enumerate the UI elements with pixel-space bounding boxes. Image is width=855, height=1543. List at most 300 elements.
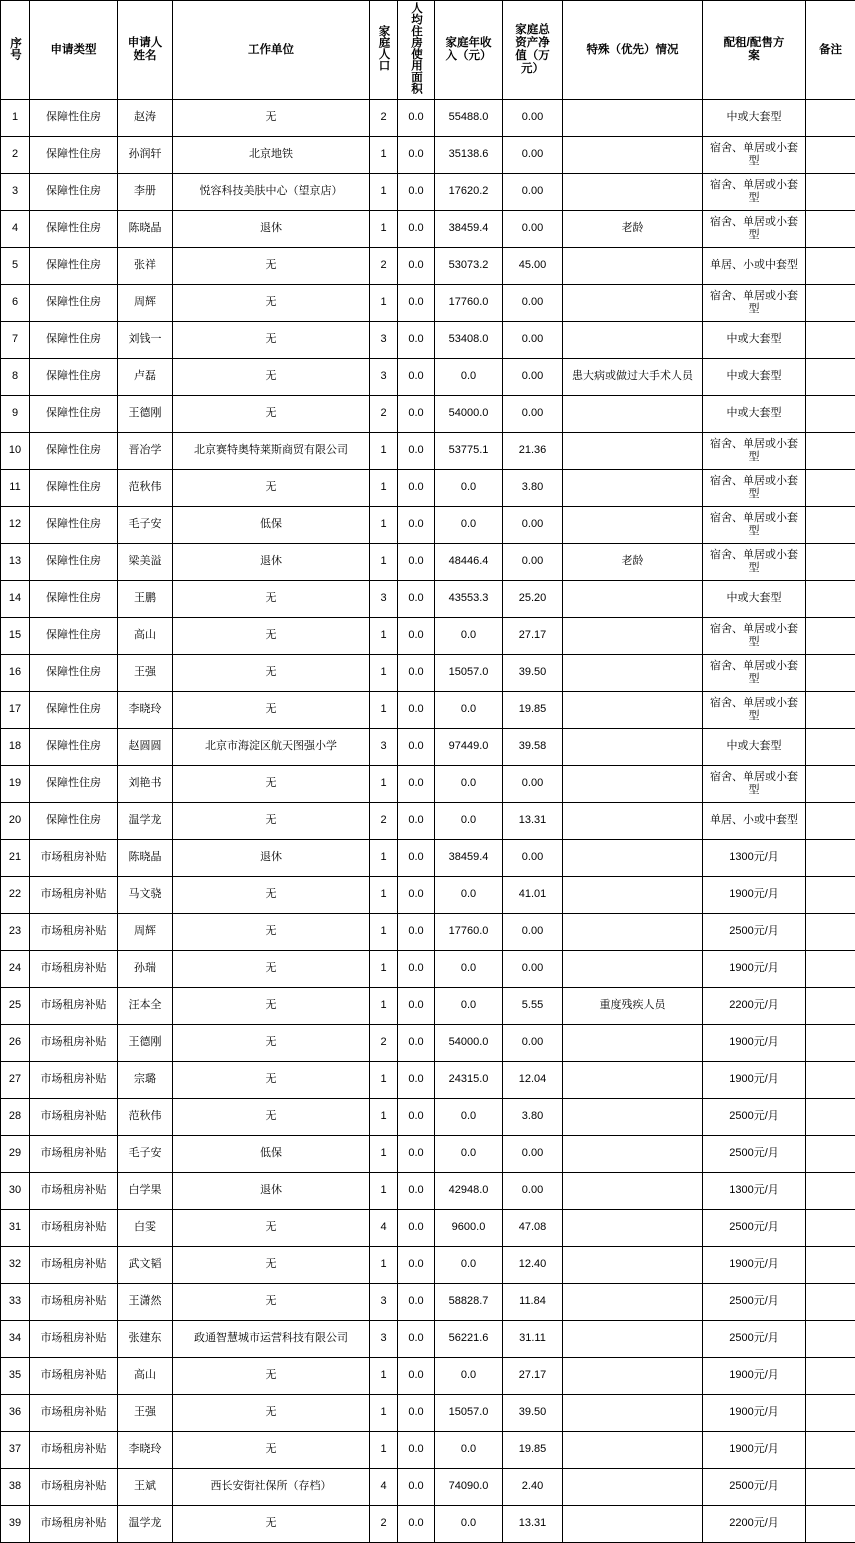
row-cell-per-capita-area: 0.0 [398, 913, 435, 950]
row-cell-seq: 15 [1, 617, 30, 654]
row-cell-family-population: 1 [370, 1357, 398, 1394]
row-cell-per-capita-area: 0.0 [398, 1172, 435, 1209]
row-cell-remark [806, 1431, 855, 1468]
row-cell-work-unit: 无 [173, 395, 370, 432]
row-cell-special-circumstance [563, 728, 703, 765]
row-cell-per-capita-area: 0.0 [398, 99, 435, 136]
table-row [1, 321, 855, 358]
table-row [1, 1061, 855, 1098]
table-row [1, 284, 855, 321]
row-cell-remark [806, 1394, 855, 1431]
row-cell-allocation-plan: 1900元/月 [703, 1061, 806, 1098]
row-cell-application-type: 保障性住房 [30, 99, 118, 136]
row-cell-application-type: 市场租房补贴 [30, 876, 118, 913]
row-cell-applicant-name: 毛子安 [118, 506, 173, 543]
row-cell-family-population: 1 [370, 136, 398, 173]
row-cell-net-asset: 0.00 [503, 913, 563, 950]
row-cell-special-circumstance [563, 950, 703, 987]
row-cell-application-type: 保障性住房 [30, 802, 118, 839]
row-cell-seq: 20 [1, 802, 30, 839]
row-cell-application-type: 市场租房补贴 [30, 1468, 118, 1505]
table-row [1, 654, 855, 691]
row-cell-special-circumstance [563, 99, 703, 136]
row-cell-application-type: 保障性住房 [30, 654, 118, 691]
row-cell-net-asset: 41.01 [503, 876, 563, 913]
column-header-family-population: 家庭人口 [370, 1, 398, 100]
row-cell-family-population: 1 [370, 1098, 398, 1135]
row-cell-family-population: 1 [370, 913, 398, 950]
row-cell-net-asset: 0.00 [503, 284, 563, 321]
row-cell-seq: 25 [1, 987, 30, 1024]
row-cell-application-type: 保障性住房 [30, 543, 118, 580]
row-cell-annual-income: 0.0 [435, 617, 503, 654]
row-cell-application-type: 市场租房补贴 [30, 1394, 118, 1431]
row-cell-family-population: 1 [370, 284, 398, 321]
row-cell-applicant-name: 高山 [118, 1357, 173, 1394]
row-cell-special-circumstance [563, 913, 703, 950]
row-cell-remark [806, 1320, 855, 1357]
row-cell-application-type: 市场租房补贴 [30, 913, 118, 950]
row-cell-application-type: 市场租房补贴 [30, 1505, 118, 1542]
row-cell-family-population: 1 [370, 543, 398, 580]
row-cell-family-population: 1 [370, 654, 398, 691]
row-cell-special-circumstance [563, 654, 703, 691]
row-cell-per-capita-area: 0.0 [398, 210, 435, 247]
table-row [1, 802, 855, 839]
row-cell-work-unit: 无 [173, 913, 370, 950]
row-cell-applicant-name: 范秋伟 [118, 1098, 173, 1135]
row-cell-application-type: 市场租房补贴 [30, 1098, 118, 1135]
table-row [1, 358, 855, 395]
row-cell-per-capita-area: 0.0 [398, 321, 435, 358]
row-cell-net-asset: 39.58 [503, 728, 563, 765]
row-cell-net-asset: 31.11 [503, 1320, 563, 1357]
row-cell-remark [806, 876, 855, 913]
row-cell-net-asset: 39.50 [503, 1394, 563, 1431]
row-cell-application-type: 保障性住房 [30, 395, 118, 432]
row-cell-annual-income: 53073.2 [435, 247, 503, 284]
row-cell-annual-income: 0.0 [435, 1135, 503, 1172]
row-cell-net-asset: 19.85 [503, 1431, 563, 1468]
row-cell-work-unit: 无 [173, 99, 370, 136]
row-cell-seq: 29 [1, 1135, 30, 1172]
row-cell-seq: 2 [1, 136, 30, 173]
column-header-application-type: 申请类型 [30, 1, 118, 100]
row-cell-seq: 22 [1, 876, 30, 913]
row-cell-annual-income: 56221.6 [435, 1320, 503, 1357]
row-cell-remark [806, 580, 855, 617]
table-row [1, 1135, 855, 1172]
table-row [1, 765, 855, 802]
row-cell-special-circumstance [563, 580, 703, 617]
row-cell-allocation-plan: 2200元/月 [703, 987, 806, 1024]
row-cell-family-population: 1 [370, 432, 398, 469]
row-cell-annual-income: 54000.0 [435, 395, 503, 432]
table-row [1, 1320, 855, 1357]
row-cell-work-unit: 无 [173, 987, 370, 1024]
table-row [1, 876, 855, 913]
row-cell-family-population: 1 [370, 1431, 398, 1468]
row-cell-allocation-plan: 单居、小或中套型 [703, 802, 806, 839]
row-cell-applicant-name: 晋冶学 [118, 432, 173, 469]
row-cell-seq: 39 [1, 1505, 30, 1542]
row-cell-family-population: 1 [370, 210, 398, 247]
row-cell-per-capita-area: 0.0 [398, 1135, 435, 1172]
row-cell-family-population: 1 [370, 1394, 398, 1431]
row-cell-special-circumstance [563, 1357, 703, 1394]
row-cell-family-population: 3 [370, 321, 398, 358]
row-cell-applicant-name: 王潇然 [118, 1283, 173, 1320]
row-cell-seq: 1 [1, 99, 30, 136]
row-cell-allocation-plan: 中或大套型 [703, 728, 806, 765]
row-cell-per-capita-area: 0.0 [398, 987, 435, 1024]
row-cell-remark [806, 1505, 855, 1542]
row-cell-allocation-plan: 1900元/月 [703, 1246, 806, 1283]
row-cell-work-unit: 无 [173, 247, 370, 284]
row-cell-per-capita-area: 0.0 [398, 1320, 435, 1357]
row-cell-seq: 32 [1, 1246, 30, 1283]
table-row [1, 1024, 855, 1061]
row-cell-applicant-name: 梁美溢 [118, 543, 173, 580]
row-cell-application-type: 保障性住房 [30, 580, 118, 617]
row-cell-seq: 31 [1, 1209, 30, 1246]
row-cell-allocation-plan: 宿舍、单居或小套型 [703, 617, 806, 654]
row-cell-applicant-name: 陈晓晶 [118, 839, 173, 876]
row-cell-work-unit: 北京赛特奥特莱斯商贸有限公司 [173, 432, 370, 469]
row-cell-special-circumstance [563, 1394, 703, 1431]
row-cell-annual-income: 0.0 [435, 765, 503, 802]
row-cell-seq: 3 [1, 173, 30, 210]
row-cell-annual-income: 0.0 [435, 469, 503, 506]
row-cell-net-asset: 13.31 [503, 1505, 563, 1542]
column-header-special-circumstance: 特殊（优先）情况 [563, 1, 703, 100]
row-cell-family-population: 1 [370, 987, 398, 1024]
row-cell-remark [806, 210, 855, 247]
row-cell-work-unit: 无 [173, 876, 370, 913]
row-cell-annual-income: 0.0 [435, 1505, 503, 1542]
row-cell-allocation-plan: 1900元/月 [703, 1394, 806, 1431]
table-row [1, 1098, 855, 1135]
row-cell-seq: 27 [1, 1061, 30, 1098]
table-row [1, 1209, 855, 1246]
row-cell-special-circumstance [563, 691, 703, 728]
column-header-net-asset: 家庭总资产净值（万元） [503, 1, 563, 100]
row-cell-work-unit: 无 [173, 1431, 370, 1468]
row-cell-work-unit: 退休 [173, 1172, 370, 1209]
table-row [1, 913, 855, 950]
row-cell-remark [806, 543, 855, 580]
row-cell-allocation-plan: 2500元/月 [703, 1468, 806, 1505]
row-cell-allocation-plan: 2500元/月 [703, 1135, 806, 1172]
row-cell-special-circumstance: 老龄 [563, 210, 703, 247]
row-cell-special-circumstance [563, 1098, 703, 1135]
row-cell-remark [806, 321, 855, 358]
row-cell-family-population: 2 [370, 1505, 398, 1542]
row-cell-applicant-name: 高山 [118, 617, 173, 654]
row-cell-applicant-name: 周辉 [118, 913, 173, 950]
row-cell-seq: 26 [1, 1024, 30, 1061]
row-cell-annual-income: 0.0 [435, 506, 503, 543]
row-cell-family-population: 1 [370, 1172, 398, 1209]
row-cell-family-population: 2 [370, 1024, 398, 1061]
table-row [1, 1283, 855, 1320]
row-cell-special-circumstance [563, 1172, 703, 1209]
row-cell-seq: 19 [1, 765, 30, 802]
row-cell-application-type: 市场租房补贴 [30, 987, 118, 1024]
row-cell-family-population: 2 [370, 395, 398, 432]
row-cell-remark [806, 950, 855, 987]
row-cell-special-circumstance [563, 1468, 703, 1505]
row-cell-per-capita-area: 0.0 [398, 580, 435, 617]
row-cell-net-asset: 19.85 [503, 691, 563, 728]
row-cell-applicant-name: 王德刚 [118, 395, 173, 432]
row-cell-annual-income: 42948.0 [435, 1172, 503, 1209]
row-cell-annual-income: 48446.4 [435, 543, 503, 580]
row-cell-special-circumstance [563, 1431, 703, 1468]
row-cell-annual-income: 35138.6 [435, 136, 503, 173]
row-cell-work-unit: 北京市海淀区航天图强小学 [173, 728, 370, 765]
row-cell-per-capita-area: 0.0 [398, 691, 435, 728]
row-cell-remark [806, 839, 855, 876]
row-cell-application-type: 市场租房补贴 [30, 1320, 118, 1357]
row-cell-per-capita-area: 0.0 [398, 1246, 435, 1283]
row-cell-seq: 14 [1, 580, 30, 617]
row-cell-seq: 4 [1, 210, 30, 247]
row-cell-family-population: 3 [370, 358, 398, 395]
row-cell-application-type: 市场租房补贴 [30, 1246, 118, 1283]
row-cell-net-asset: 11.84 [503, 1283, 563, 1320]
row-cell-family-population: 1 [370, 839, 398, 876]
row-cell-per-capita-area: 0.0 [398, 358, 435, 395]
row-cell-applicant-name: 马文骁 [118, 876, 173, 913]
row-cell-family-population: 3 [370, 1283, 398, 1320]
row-cell-remark [806, 173, 855, 210]
row-cell-annual-income: 9600.0 [435, 1209, 503, 1246]
row-cell-per-capita-area: 0.0 [398, 432, 435, 469]
row-cell-work-unit: 无 [173, 654, 370, 691]
row-cell-annual-income: 97449.0 [435, 728, 503, 765]
row-cell-per-capita-area: 0.0 [398, 1061, 435, 1098]
row-cell-application-type: 市场租房补贴 [30, 1357, 118, 1394]
row-cell-work-unit: 低保 [173, 1135, 370, 1172]
row-cell-net-asset: 0.00 [503, 210, 563, 247]
row-cell-remark [806, 1172, 855, 1209]
row-cell-family-population: 3 [370, 728, 398, 765]
row-cell-special-circumstance [563, 617, 703, 654]
row-cell-net-asset: 0.00 [503, 1024, 563, 1061]
row-cell-special-circumstance [563, 432, 703, 469]
row-cell-remark [806, 691, 855, 728]
row-cell-family-population: 2 [370, 247, 398, 284]
row-cell-applicant-name: 张建东 [118, 1320, 173, 1357]
row-cell-applicant-name: 周辉 [118, 284, 173, 321]
row-cell-seq: 38 [1, 1468, 30, 1505]
row-cell-per-capita-area: 0.0 [398, 617, 435, 654]
row-cell-allocation-plan: 中或大套型 [703, 580, 806, 617]
row-cell-net-asset: 25.20 [503, 580, 563, 617]
row-cell-applicant-name: 范秋伟 [118, 469, 173, 506]
row-cell-allocation-plan: 宿舍、单居或小套型 [703, 284, 806, 321]
row-cell-annual-income: 55488.0 [435, 99, 503, 136]
row-cell-net-asset: 5.55 [503, 987, 563, 1024]
row-cell-per-capita-area: 0.0 [398, 1468, 435, 1505]
row-cell-allocation-plan: 单居、小或中套型 [703, 247, 806, 284]
row-cell-work-unit: 无 [173, 1505, 370, 1542]
header-row [1, 1, 855, 100]
table-row [1, 1394, 855, 1431]
row-cell-applicant-name: 宗璐 [118, 1061, 173, 1098]
row-cell-applicant-name: 李晓玲 [118, 691, 173, 728]
row-cell-application-type: 保障性住房 [30, 136, 118, 173]
column-header-allocation-plan: 配租/配售方案 [703, 1, 806, 100]
row-cell-seq: 28 [1, 1098, 30, 1135]
row-cell-applicant-name: 刘艳书 [118, 765, 173, 802]
row-cell-seq: 36 [1, 1394, 30, 1431]
row-cell-remark [806, 654, 855, 691]
row-cell-family-population: 1 [370, 691, 398, 728]
row-cell-allocation-plan: 2500元/月 [703, 1098, 806, 1135]
row-cell-application-type: 市场租房补贴 [30, 1283, 118, 1320]
row-cell-family-population: 2 [370, 802, 398, 839]
row-cell-seq: 17 [1, 691, 30, 728]
row-cell-allocation-plan: 2500元/月 [703, 913, 806, 950]
row-cell-net-asset: 12.40 [503, 1246, 563, 1283]
row-cell-work-unit: 无 [173, 321, 370, 358]
row-cell-annual-income: 43553.3 [435, 580, 503, 617]
row-cell-allocation-plan: 中或大套型 [703, 99, 806, 136]
row-cell-work-unit: 无 [173, 1357, 370, 1394]
row-cell-remark [806, 1135, 855, 1172]
row-cell-allocation-plan: 宿舍、单居或小套型 [703, 136, 806, 173]
row-cell-remark [806, 1246, 855, 1283]
table-row [1, 210, 855, 247]
row-cell-family-population: 1 [370, 1061, 398, 1098]
row-cell-per-capita-area: 0.0 [398, 765, 435, 802]
table-row [1, 617, 855, 654]
row-cell-net-asset: 12.04 [503, 1061, 563, 1098]
row-cell-seq: 6 [1, 284, 30, 321]
row-cell-seq: 9 [1, 395, 30, 432]
row-cell-applicant-name: 温学龙 [118, 1505, 173, 1542]
row-cell-work-unit: 无 [173, 1024, 370, 1061]
row-cell-applicant-name: 陈晓晶 [118, 210, 173, 247]
row-cell-net-asset: 0.00 [503, 1172, 563, 1209]
row-cell-application-type: 市场租房补贴 [30, 1135, 118, 1172]
row-cell-special-circumstance: 重度残疾人员 [563, 987, 703, 1024]
row-cell-applicant-name: 白学果 [118, 1172, 173, 1209]
row-cell-allocation-plan: 宿舍、单居或小套型 [703, 506, 806, 543]
row-cell-allocation-plan: 中或大套型 [703, 321, 806, 358]
row-cell-seq: 37 [1, 1431, 30, 1468]
row-cell-per-capita-area: 0.0 [398, 247, 435, 284]
row-cell-remark [806, 1209, 855, 1246]
table-row [1, 432, 855, 469]
row-cell-applicant-name: 王德刚 [118, 1024, 173, 1061]
row-cell-special-circumstance [563, 1024, 703, 1061]
row-cell-applicant-name: 卢磊 [118, 358, 173, 395]
row-cell-special-circumstance: 患大病或做过大手术人员 [563, 358, 703, 395]
table-row [1, 173, 855, 210]
row-cell-work-unit: 无 [173, 802, 370, 839]
table-row [1, 839, 855, 876]
row-cell-seq: 21 [1, 839, 30, 876]
row-cell-seq: 35 [1, 1357, 30, 1394]
table-row [1, 1172, 855, 1209]
row-cell-annual-income: 0.0 [435, 876, 503, 913]
row-cell-remark [806, 136, 855, 173]
row-cell-special-circumstance: 老龄 [563, 543, 703, 580]
row-cell-per-capita-area: 0.0 [398, 136, 435, 173]
row-cell-work-unit: 退休 [173, 543, 370, 580]
row-cell-allocation-plan: 1300元/月 [703, 839, 806, 876]
table-body [1, 99, 855, 1542]
row-cell-work-unit: 无 [173, 580, 370, 617]
column-header-annual-income: 家庭年收入（元） [435, 1, 503, 100]
row-cell-application-type: 保障性住房 [30, 728, 118, 765]
row-cell-work-unit: 政通智慧城市运营科技有限公司 [173, 1320, 370, 1357]
row-cell-seq: 11 [1, 469, 30, 506]
row-cell-special-circumstance [563, 173, 703, 210]
row-cell-application-type: 保障性住房 [30, 210, 118, 247]
row-cell-net-asset: 21.36 [503, 432, 563, 469]
column-header-seq: 序号 [1, 1, 30, 100]
row-cell-special-circumstance [563, 765, 703, 802]
row-cell-remark [806, 469, 855, 506]
row-cell-application-type: 保障性住房 [30, 247, 118, 284]
row-cell-application-type: 保障性住房 [30, 321, 118, 358]
row-cell-special-circumstance [563, 1061, 703, 1098]
row-cell-allocation-plan: 1900元/月 [703, 876, 806, 913]
row-cell-per-capita-area: 0.0 [398, 950, 435, 987]
row-cell-annual-income: 53408.0 [435, 321, 503, 358]
row-cell-net-asset: 0.00 [503, 1135, 563, 1172]
row-cell-remark [806, 432, 855, 469]
row-cell-allocation-plan: 1300元/月 [703, 1172, 806, 1209]
row-cell-remark [806, 987, 855, 1024]
row-cell-per-capita-area: 0.0 [398, 284, 435, 321]
row-cell-net-asset: 0.00 [503, 543, 563, 580]
table-row [1, 1505, 855, 1542]
row-cell-annual-income: 0.0 [435, 987, 503, 1024]
table-row [1, 580, 855, 617]
table-row [1, 99, 855, 136]
row-cell-applicant-name: 汪本全 [118, 987, 173, 1024]
row-cell-applicant-name: 赵圆圆 [118, 728, 173, 765]
row-cell-work-unit: 悦容科技美肤中心（望京店） [173, 173, 370, 210]
row-cell-remark [806, 506, 855, 543]
row-cell-per-capita-area: 0.0 [398, 802, 435, 839]
row-cell-per-capita-area: 0.0 [398, 1505, 435, 1542]
row-cell-net-asset: 45.00 [503, 247, 563, 284]
row-cell-net-asset: 3.80 [503, 469, 563, 506]
row-cell-per-capita-area: 0.0 [398, 395, 435, 432]
row-cell-special-circumstance [563, 136, 703, 173]
row-cell-seq: 8 [1, 358, 30, 395]
row-cell-applicant-name: 刘钱一 [118, 321, 173, 358]
row-cell-seq: 24 [1, 950, 30, 987]
table-row [1, 247, 855, 284]
row-cell-remark [806, 802, 855, 839]
row-cell-net-asset: 2.40 [503, 1468, 563, 1505]
row-cell-family-population: 3 [370, 580, 398, 617]
row-cell-family-population: 4 [370, 1209, 398, 1246]
row-cell-special-circumstance [563, 506, 703, 543]
row-cell-work-unit: 无 [173, 1098, 370, 1135]
row-cell-applicant-name: 温学龙 [118, 802, 173, 839]
row-cell-special-circumstance [563, 1135, 703, 1172]
row-cell-family-population: 2 [370, 99, 398, 136]
row-cell-application-type: 市场租房补贴 [30, 950, 118, 987]
